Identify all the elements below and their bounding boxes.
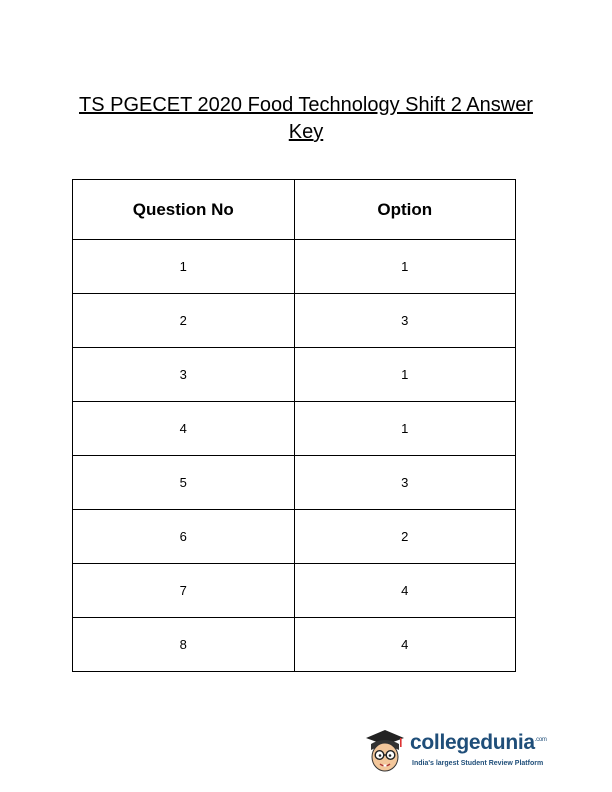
question-number-cell: 7 <box>73 564 295 618</box>
table-row <box>73 240 516 294</box>
brand-suffix: .com <box>534 737 547 743</box>
question-number-cell: 1 <box>73 240 295 294</box>
option-cell: 1 <box>294 240 516 294</box>
table-row <box>73 348 516 402</box>
question-number-cell: 6 <box>73 510 295 564</box>
option-cell: 3 <box>294 456 516 510</box>
option-cell: 1 <box>294 348 516 402</box>
option-cell: 2 <box>294 510 516 564</box>
question-number-cell: 3 <box>73 348 295 402</box>
table-row <box>73 618 516 672</box>
option-cell: 4 <box>294 564 516 618</box>
collegedunia-logo[interactable] <box>360 726 550 776</box>
brand-tagline: India's largest Student Review Platform <box>412 760 544 767</box>
column-header-option: Option <box>294 180 516 240</box>
option-cell: 4 <box>294 618 516 672</box>
question-number-cell: 4 <box>73 402 295 456</box>
table-header-row <box>73 180 516 240</box>
table-row <box>73 564 516 618</box>
question-number-cell: 8 <box>73 618 295 672</box>
option-cell: 1 <box>294 402 516 456</box>
graduate-mascot-icon <box>360 726 410 776</box>
option-cell: 3 <box>294 294 516 348</box>
title-line-1: TS PGECET 2020 Food Technology Shift 2 Answer <box>79 94 533 116</box>
table-row <box>73 456 516 510</box>
brand-text: collegedunia <box>410 731 535 754</box>
question-number-cell: 5 <box>73 456 295 510</box>
brand-name <box>410 731 547 755</box>
title-line-2: Key <box>288 121 324 143</box>
answer-key-table <box>72 179 516 672</box>
table-row <box>73 402 516 456</box>
page-title <box>60 92 552 146</box>
column-header-question-no: Question No <box>73 180 295 240</box>
table-row <box>73 510 516 564</box>
question-number-cell: 2 <box>73 294 295 348</box>
table-row <box>73 294 516 348</box>
